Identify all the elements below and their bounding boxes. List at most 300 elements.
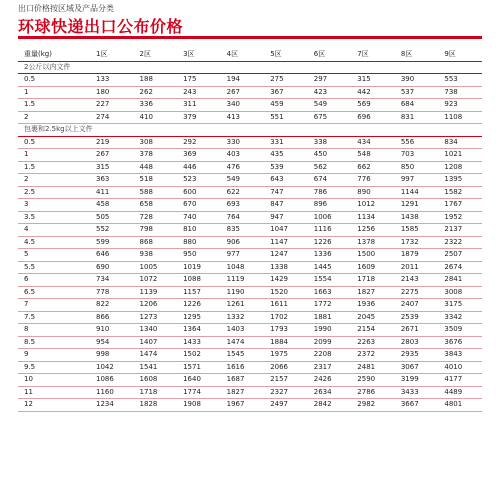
price-cell: 1006 bbox=[308, 211, 352, 224]
table-row bbox=[18, 111, 482, 124]
price-cell: 1206 bbox=[134, 299, 178, 312]
price-cell: 423 bbox=[308, 86, 352, 99]
price-cell: 622 bbox=[221, 186, 265, 199]
table-row bbox=[18, 374, 482, 387]
price-cell: 1585 bbox=[395, 224, 439, 237]
price-cell: 1793 bbox=[264, 324, 308, 337]
price-cell: 1884 bbox=[264, 336, 308, 349]
price-cell: 549 bbox=[308, 99, 352, 112]
price-cell: 1139 bbox=[134, 286, 178, 299]
price-cell: 267 bbox=[221, 86, 265, 99]
price-cell: 998 bbox=[90, 349, 134, 362]
table-header-row bbox=[18, 49, 482, 61]
price-cell: 600 bbox=[177, 186, 221, 199]
table-row bbox=[18, 274, 482, 287]
price-cell: 1445 bbox=[308, 261, 352, 274]
price-cell: 2671 bbox=[395, 324, 439, 337]
table-row bbox=[18, 86, 482, 99]
price-cell: 1116 bbox=[308, 224, 352, 237]
price-cell: 2590 bbox=[351, 374, 395, 387]
price-cell: 308 bbox=[134, 136, 178, 149]
table-row bbox=[18, 349, 482, 362]
price-cell: 2045 bbox=[351, 311, 395, 324]
price-cell: 379 bbox=[177, 111, 221, 124]
document-subtitle: 出口价格按区域及产品分类 bbox=[18, 4, 114, 13]
price-cell: 315 bbox=[90, 161, 134, 174]
price-cell: 1827 bbox=[221, 386, 265, 399]
price-cell: 2327 bbox=[264, 386, 308, 399]
price-cell: 834 bbox=[438, 136, 482, 149]
price-cell: 1502 bbox=[177, 349, 221, 362]
price-cell: 798 bbox=[134, 224, 178, 237]
table-row bbox=[18, 399, 482, 412]
price-cell: 1332 bbox=[221, 311, 265, 324]
price-cell: 1975 bbox=[264, 349, 308, 362]
price-cell: 434 bbox=[351, 136, 395, 149]
price-cell: 539 bbox=[264, 161, 308, 174]
price-cell: 1541 bbox=[134, 361, 178, 374]
price-cell: 938 bbox=[134, 249, 178, 262]
price-cell: 977 bbox=[221, 249, 265, 262]
weight-cell: 0.5 bbox=[18, 136, 90, 149]
price-cell: 1086 bbox=[90, 374, 134, 387]
weight-cell: 8 bbox=[18, 324, 90, 337]
price-cell: 906 bbox=[221, 236, 265, 249]
price-cell: 1019 bbox=[177, 261, 221, 274]
price-cell: 274 bbox=[90, 111, 134, 124]
price-cell: 331 bbox=[264, 136, 308, 149]
price-cell: 1340 bbox=[134, 324, 178, 337]
table-row bbox=[18, 149, 482, 162]
price-cell: 1967 bbox=[221, 399, 265, 412]
price-cell: 1429 bbox=[264, 274, 308, 287]
price-cell: 2208 bbox=[308, 349, 352, 362]
price-cell: 2157 bbox=[264, 374, 308, 387]
price-cell: 219 bbox=[90, 136, 134, 149]
price-cell: 1234 bbox=[90, 399, 134, 412]
table-row bbox=[18, 236, 482, 249]
price-cell: 747 bbox=[264, 186, 308, 199]
price-cell: 476 bbox=[221, 161, 265, 174]
price-cell: 551 bbox=[264, 111, 308, 124]
price-cell: 311 bbox=[177, 99, 221, 112]
price-cell: 2507 bbox=[438, 249, 482, 262]
price-cell: 1256 bbox=[351, 224, 395, 237]
weight-cell: 4 bbox=[18, 224, 90, 237]
price-cell: 4010 bbox=[438, 361, 482, 374]
price-cell: 835 bbox=[221, 224, 265, 237]
price-cell: 2317 bbox=[308, 361, 352, 374]
price-cell: 413 bbox=[221, 111, 265, 124]
price-cell: 1226 bbox=[177, 299, 221, 312]
price-cell: 1908 bbox=[177, 399, 221, 412]
price-cell: 2322 bbox=[438, 236, 482, 249]
price-cell: 1582 bbox=[438, 186, 482, 199]
table-row bbox=[18, 249, 482, 262]
price-cell: 896 bbox=[308, 199, 352, 212]
price-cell: 1119 bbox=[221, 274, 265, 287]
price-cell: 175 bbox=[177, 74, 221, 87]
price-cell: 1881 bbox=[308, 311, 352, 324]
price-cell: 643 bbox=[264, 174, 308, 187]
price-cell: 1702 bbox=[264, 311, 308, 324]
price-cell: 1663 bbox=[308, 286, 352, 299]
weight-cell: 3.5 bbox=[18, 211, 90, 224]
price-cell: 1990 bbox=[308, 324, 352, 337]
price-cell: 1190 bbox=[221, 286, 265, 299]
price-cell: 523 bbox=[177, 174, 221, 187]
header-zone-5: 5区 bbox=[264, 49, 308, 61]
price-cell: 1828 bbox=[134, 399, 178, 412]
price-cell: 1611 bbox=[264, 299, 308, 312]
table-row bbox=[18, 136, 482, 149]
header-zone-7: 7区 bbox=[351, 49, 395, 61]
price-cell: 1772 bbox=[308, 299, 352, 312]
price-cell: 1403 bbox=[221, 324, 265, 337]
table-row bbox=[18, 161, 482, 174]
price-cell: 764 bbox=[221, 211, 265, 224]
price-cell: 778 bbox=[90, 286, 134, 299]
price-cell: 1247 bbox=[264, 249, 308, 262]
price-cell: 1338 bbox=[264, 261, 308, 274]
price-table bbox=[18, 49, 482, 412]
price-cell: 2066 bbox=[264, 361, 308, 374]
price-cell: 3008 bbox=[438, 286, 482, 299]
price-cell: 599 bbox=[90, 236, 134, 249]
price-cell: 1021 bbox=[438, 149, 482, 162]
price-cell: 340 bbox=[221, 99, 265, 112]
price-cell: 367 bbox=[264, 86, 308, 99]
price-cell: 267 bbox=[90, 149, 134, 162]
price-cell: 1261 bbox=[221, 299, 265, 312]
header-weight: 重量(kg) bbox=[18, 49, 90, 61]
price-cell: 850 bbox=[395, 161, 439, 174]
price-cell: 1571 bbox=[177, 361, 221, 374]
price-cell: 1687 bbox=[221, 374, 265, 387]
price-cell: 646 bbox=[90, 249, 134, 262]
weight-cell: 1 bbox=[18, 86, 90, 99]
header-zone-2: 2区 bbox=[134, 49, 178, 61]
price-cell: 868 bbox=[134, 236, 178, 249]
header-zone-3: 3区 bbox=[177, 49, 221, 61]
price-cell: 1108 bbox=[438, 111, 482, 124]
price-cell: 2154 bbox=[351, 324, 395, 337]
price-cell: 1047 bbox=[264, 224, 308, 237]
price-cell: 569 bbox=[351, 99, 395, 112]
price-cell: 450 bbox=[308, 149, 352, 162]
price-cell: 446 bbox=[177, 161, 221, 174]
price-cell: 662 bbox=[351, 161, 395, 174]
price-cell: 3067 bbox=[395, 361, 439, 374]
price-cell: 880 bbox=[177, 236, 221, 249]
price-cell: 3175 bbox=[438, 299, 482, 312]
price-cell: 1433 bbox=[177, 336, 221, 349]
price-cell: 1767 bbox=[438, 199, 482, 212]
weight-cell: 7 bbox=[18, 299, 90, 312]
price-cell: 588 bbox=[134, 186, 178, 199]
price-cell: 950 bbox=[177, 249, 221, 262]
price-cell: 1474 bbox=[221, 336, 265, 349]
price-cell: 2275 bbox=[395, 286, 439, 299]
price-cell: 1144 bbox=[395, 186, 439, 199]
price-cell: 1295 bbox=[177, 311, 221, 324]
price-cell: 2842 bbox=[308, 399, 352, 412]
price-cell: 2674 bbox=[438, 261, 482, 274]
price-cell: 923 bbox=[438, 99, 482, 112]
table-row bbox=[18, 186, 482, 199]
price-cell: 1395 bbox=[438, 174, 482, 187]
weight-cell: 9 bbox=[18, 349, 90, 362]
header-zone-4: 4区 bbox=[221, 49, 265, 61]
price-cell: 703 bbox=[395, 149, 439, 162]
price-cell: 2634 bbox=[308, 386, 352, 399]
price-cell: 1226 bbox=[308, 236, 352, 249]
weight-cell: 9.5 bbox=[18, 361, 90, 374]
price-cell: 1005 bbox=[134, 261, 178, 274]
price-cell: 1952 bbox=[438, 211, 482, 224]
price-cell: 243 bbox=[177, 86, 221, 99]
price-cell: 3342 bbox=[438, 311, 482, 324]
weight-cell: 10 bbox=[18, 374, 90, 387]
price-cell: 1616 bbox=[221, 361, 265, 374]
price-cell: 549 bbox=[221, 174, 265, 187]
price-cell: 2982 bbox=[351, 399, 395, 412]
price-cell: 435 bbox=[264, 149, 308, 162]
table-body bbox=[18, 61, 482, 411]
table-row bbox=[18, 386, 482, 399]
price-cell: 1208 bbox=[438, 161, 482, 174]
weight-cell: 1.5 bbox=[18, 161, 90, 174]
section-header-row bbox=[18, 124, 482, 137]
price-cell: 336 bbox=[134, 99, 178, 112]
price-cell: 363 bbox=[90, 174, 134, 187]
price-cell: 552 bbox=[90, 224, 134, 237]
price-cell: 1640 bbox=[177, 374, 221, 387]
price-cell: 403 bbox=[221, 149, 265, 162]
price-cell: 4801 bbox=[438, 399, 482, 412]
price-cell: 458 bbox=[90, 199, 134, 212]
table-row bbox=[18, 174, 482, 187]
price-cell: 330 bbox=[221, 136, 265, 149]
price-cell: 674 bbox=[308, 174, 352, 187]
price-cell: 292 bbox=[177, 136, 221, 149]
weight-cell: 2.5 bbox=[18, 186, 90, 199]
section-label: 包裹和2.5kg以上文件 bbox=[18, 124, 482, 137]
price-cell: 3199 bbox=[395, 374, 439, 387]
price-cell: 810 bbox=[177, 224, 221, 237]
weight-cell: 5 bbox=[18, 249, 90, 262]
price-cell: 1273 bbox=[134, 311, 178, 324]
price-cell: 2099 bbox=[308, 336, 352, 349]
price-cell: 1160 bbox=[90, 386, 134, 399]
price-cell: 1879 bbox=[395, 249, 439, 262]
table-row bbox=[18, 286, 482, 299]
price-cell: 442 bbox=[351, 86, 395, 99]
price-cell: 776 bbox=[351, 174, 395, 187]
table-row bbox=[18, 99, 482, 112]
price-cell: 2372 bbox=[351, 349, 395, 362]
price-cell: 670 bbox=[177, 199, 221, 212]
price-cell: 2786 bbox=[351, 386, 395, 399]
price-cell: 390 bbox=[395, 74, 439, 87]
price-cell: 954 bbox=[90, 336, 134, 349]
weight-cell: 3 bbox=[18, 199, 90, 212]
price-cell: 2935 bbox=[395, 349, 439, 362]
price-cell: 562 bbox=[308, 161, 352, 174]
weight-cell: 6 bbox=[18, 274, 90, 287]
price-cell: 910 bbox=[90, 324, 134, 337]
price-cell: 786 bbox=[308, 186, 352, 199]
price-cell: 1048 bbox=[221, 261, 265, 274]
weight-cell: 4.5 bbox=[18, 236, 90, 249]
price-cell: 1364 bbox=[177, 324, 221, 337]
price-cell: 1042 bbox=[90, 361, 134, 374]
price-cell: 2481 bbox=[351, 361, 395, 374]
weight-cell: 1 bbox=[18, 149, 90, 162]
price-cell: 315 bbox=[351, 74, 395, 87]
price-cell: 548 bbox=[351, 149, 395, 162]
price-cell: 1718 bbox=[134, 386, 178, 399]
header-zone-1: 1区 bbox=[90, 49, 134, 61]
price-cell: 410 bbox=[134, 111, 178, 124]
weight-cell: 2 bbox=[18, 111, 90, 124]
price-cell: 297 bbox=[308, 74, 352, 87]
title-divider bbox=[18, 36, 482, 39]
price-cell: 690 bbox=[90, 261, 134, 274]
price-cell: 2539 bbox=[395, 311, 439, 324]
table-row bbox=[18, 211, 482, 224]
price-cell: 696 bbox=[351, 111, 395, 124]
price-cell: 890 bbox=[351, 186, 395, 199]
price-cell: 1520 bbox=[264, 286, 308, 299]
table-row bbox=[18, 74, 482, 87]
price-cell: 3843 bbox=[438, 349, 482, 362]
price-cell: 505 bbox=[90, 211, 134, 224]
price-cell: 537 bbox=[395, 86, 439, 99]
weight-cell: 0.5 bbox=[18, 74, 90, 87]
price-cell: 194 bbox=[221, 74, 265, 87]
price-cell: 1608 bbox=[134, 374, 178, 387]
price-cell: 3509 bbox=[438, 324, 482, 337]
price-cell: 553 bbox=[438, 74, 482, 87]
weight-cell: 2 bbox=[18, 174, 90, 187]
price-cell: 1088 bbox=[177, 274, 221, 287]
price-cell: 369 bbox=[177, 149, 221, 162]
price-cell: 448 bbox=[134, 161, 178, 174]
price-cell: 675 bbox=[308, 111, 352, 124]
price-cell: 556 bbox=[395, 136, 439, 149]
weight-cell: 11 bbox=[18, 386, 90, 399]
price-cell: 1500 bbox=[351, 249, 395, 262]
table-row bbox=[18, 224, 482, 237]
price-cell: 2263 bbox=[351, 336, 395, 349]
price-cell: 684 bbox=[395, 99, 439, 112]
price-cell: 2407 bbox=[395, 299, 439, 312]
price-cell: 822 bbox=[90, 299, 134, 312]
section-header-row bbox=[18, 61, 482, 74]
price-cell: 866 bbox=[90, 311, 134, 324]
price-cell: 738 bbox=[438, 86, 482, 99]
header-zone-8: 8区 bbox=[395, 49, 439, 61]
price-cell: 831 bbox=[395, 111, 439, 124]
price-cell: 275 bbox=[264, 74, 308, 87]
price-cell: 262 bbox=[134, 86, 178, 99]
price-cell: 740 bbox=[177, 211, 221, 224]
weight-cell: 1.5 bbox=[18, 99, 90, 112]
price-cell: 1827 bbox=[351, 286, 395, 299]
table-row bbox=[18, 361, 482, 374]
price-cell: 1732 bbox=[395, 236, 439, 249]
price-cell: 1554 bbox=[308, 274, 352, 287]
price-cell: 1936 bbox=[351, 299, 395, 312]
price-cell: 847 bbox=[264, 199, 308, 212]
price-cell: 2011 bbox=[395, 261, 439, 274]
price-cell: 1291 bbox=[395, 199, 439, 212]
price-cell: 1545 bbox=[221, 349, 265, 362]
price-cell: 338 bbox=[308, 136, 352, 149]
price-cell: 3667 bbox=[395, 399, 439, 412]
price-cell: 2426 bbox=[308, 374, 352, 387]
price-cell: 693 bbox=[221, 199, 265, 212]
table-row bbox=[18, 336, 482, 349]
price-cell: 518 bbox=[134, 174, 178, 187]
document-title: 环球快递出口公布价格 bbox=[18, 17, 184, 36]
table-row bbox=[18, 199, 482, 212]
price-cell: 378 bbox=[134, 149, 178, 162]
price-cell: 2803 bbox=[395, 336, 439, 349]
price-cell: 2497 bbox=[264, 399, 308, 412]
table-row bbox=[18, 261, 482, 274]
price-cell: 1157 bbox=[177, 286, 221, 299]
price-cell: 459 bbox=[264, 99, 308, 112]
price-cell: 3433 bbox=[395, 386, 439, 399]
price-cell: 1147 bbox=[264, 236, 308, 249]
table-row bbox=[18, 299, 482, 312]
price-cell: 1012 bbox=[351, 199, 395, 212]
price-cell: 1774 bbox=[177, 386, 221, 399]
price-cell: 411 bbox=[90, 186, 134, 199]
price-cell: 3676 bbox=[438, 336, 482, 349]
price-cell: 227 bbox=[90, 99, 134, 112]
weight-cell: 7.5 bbox=[18, 311, 90, 324]
price-cell: 180 bbox=[90, 86, 134, 99]
header-zone-9: 9区 bbox=[438, 49, 482, 61]
price-cell: 188 bbox=[134, 74, 178, 87]
weight-cell: 6.5 bbox=[18, 286, 90, 299]
price-cell: 997 bbox=[395, 174, 439, 187]
header-zone-6: 6区 bbox=[308, 49, 352, 61]
weight-cell: 5.5 bbox=[18, 261, 90, 274]
table-row bbox=[18, 324, 482, 337]
price-cell: 4489 bbox=[438, 386, 482, 399]
price-cell: 2137 bbox=[438, 224, 482, 237]
price-cell: 133 bbox=[90, 74, 134, 87]
price-cell: 2841 bbox=[438, 274, 482, 287]
table-row bbox=[18, 311, 482, 324]
price-cell: 1336 bbox=[308, 249, 352, 262]
price-cell: 2143 bbox=[395, 274, 439, 287]
price-cell: 1438 bbox=[395, 211, 439, 224]
price-cell: 1474 bbox=[134, 349, 178, 362]
section-label: 2公斤以内文件 bbox=[18, 61, 482, 74]
price-cell: 658 bbox=[134, 199, 178, 212]
price-cell: 1718 bbox=[351, 274, 395, 287]
price-cell: 4177 bbox=[438, 374, 482, 387]
price-cell: 1407 bbox=[134, 336, 178, 349]
price-cell: 1134 bbox=[351, 211, 395, 224]
weight-cell: 8.5 bbox=[18, 336, 90, 349]
price-cell: 1609 bbox=[351, 261, 395, 274]
